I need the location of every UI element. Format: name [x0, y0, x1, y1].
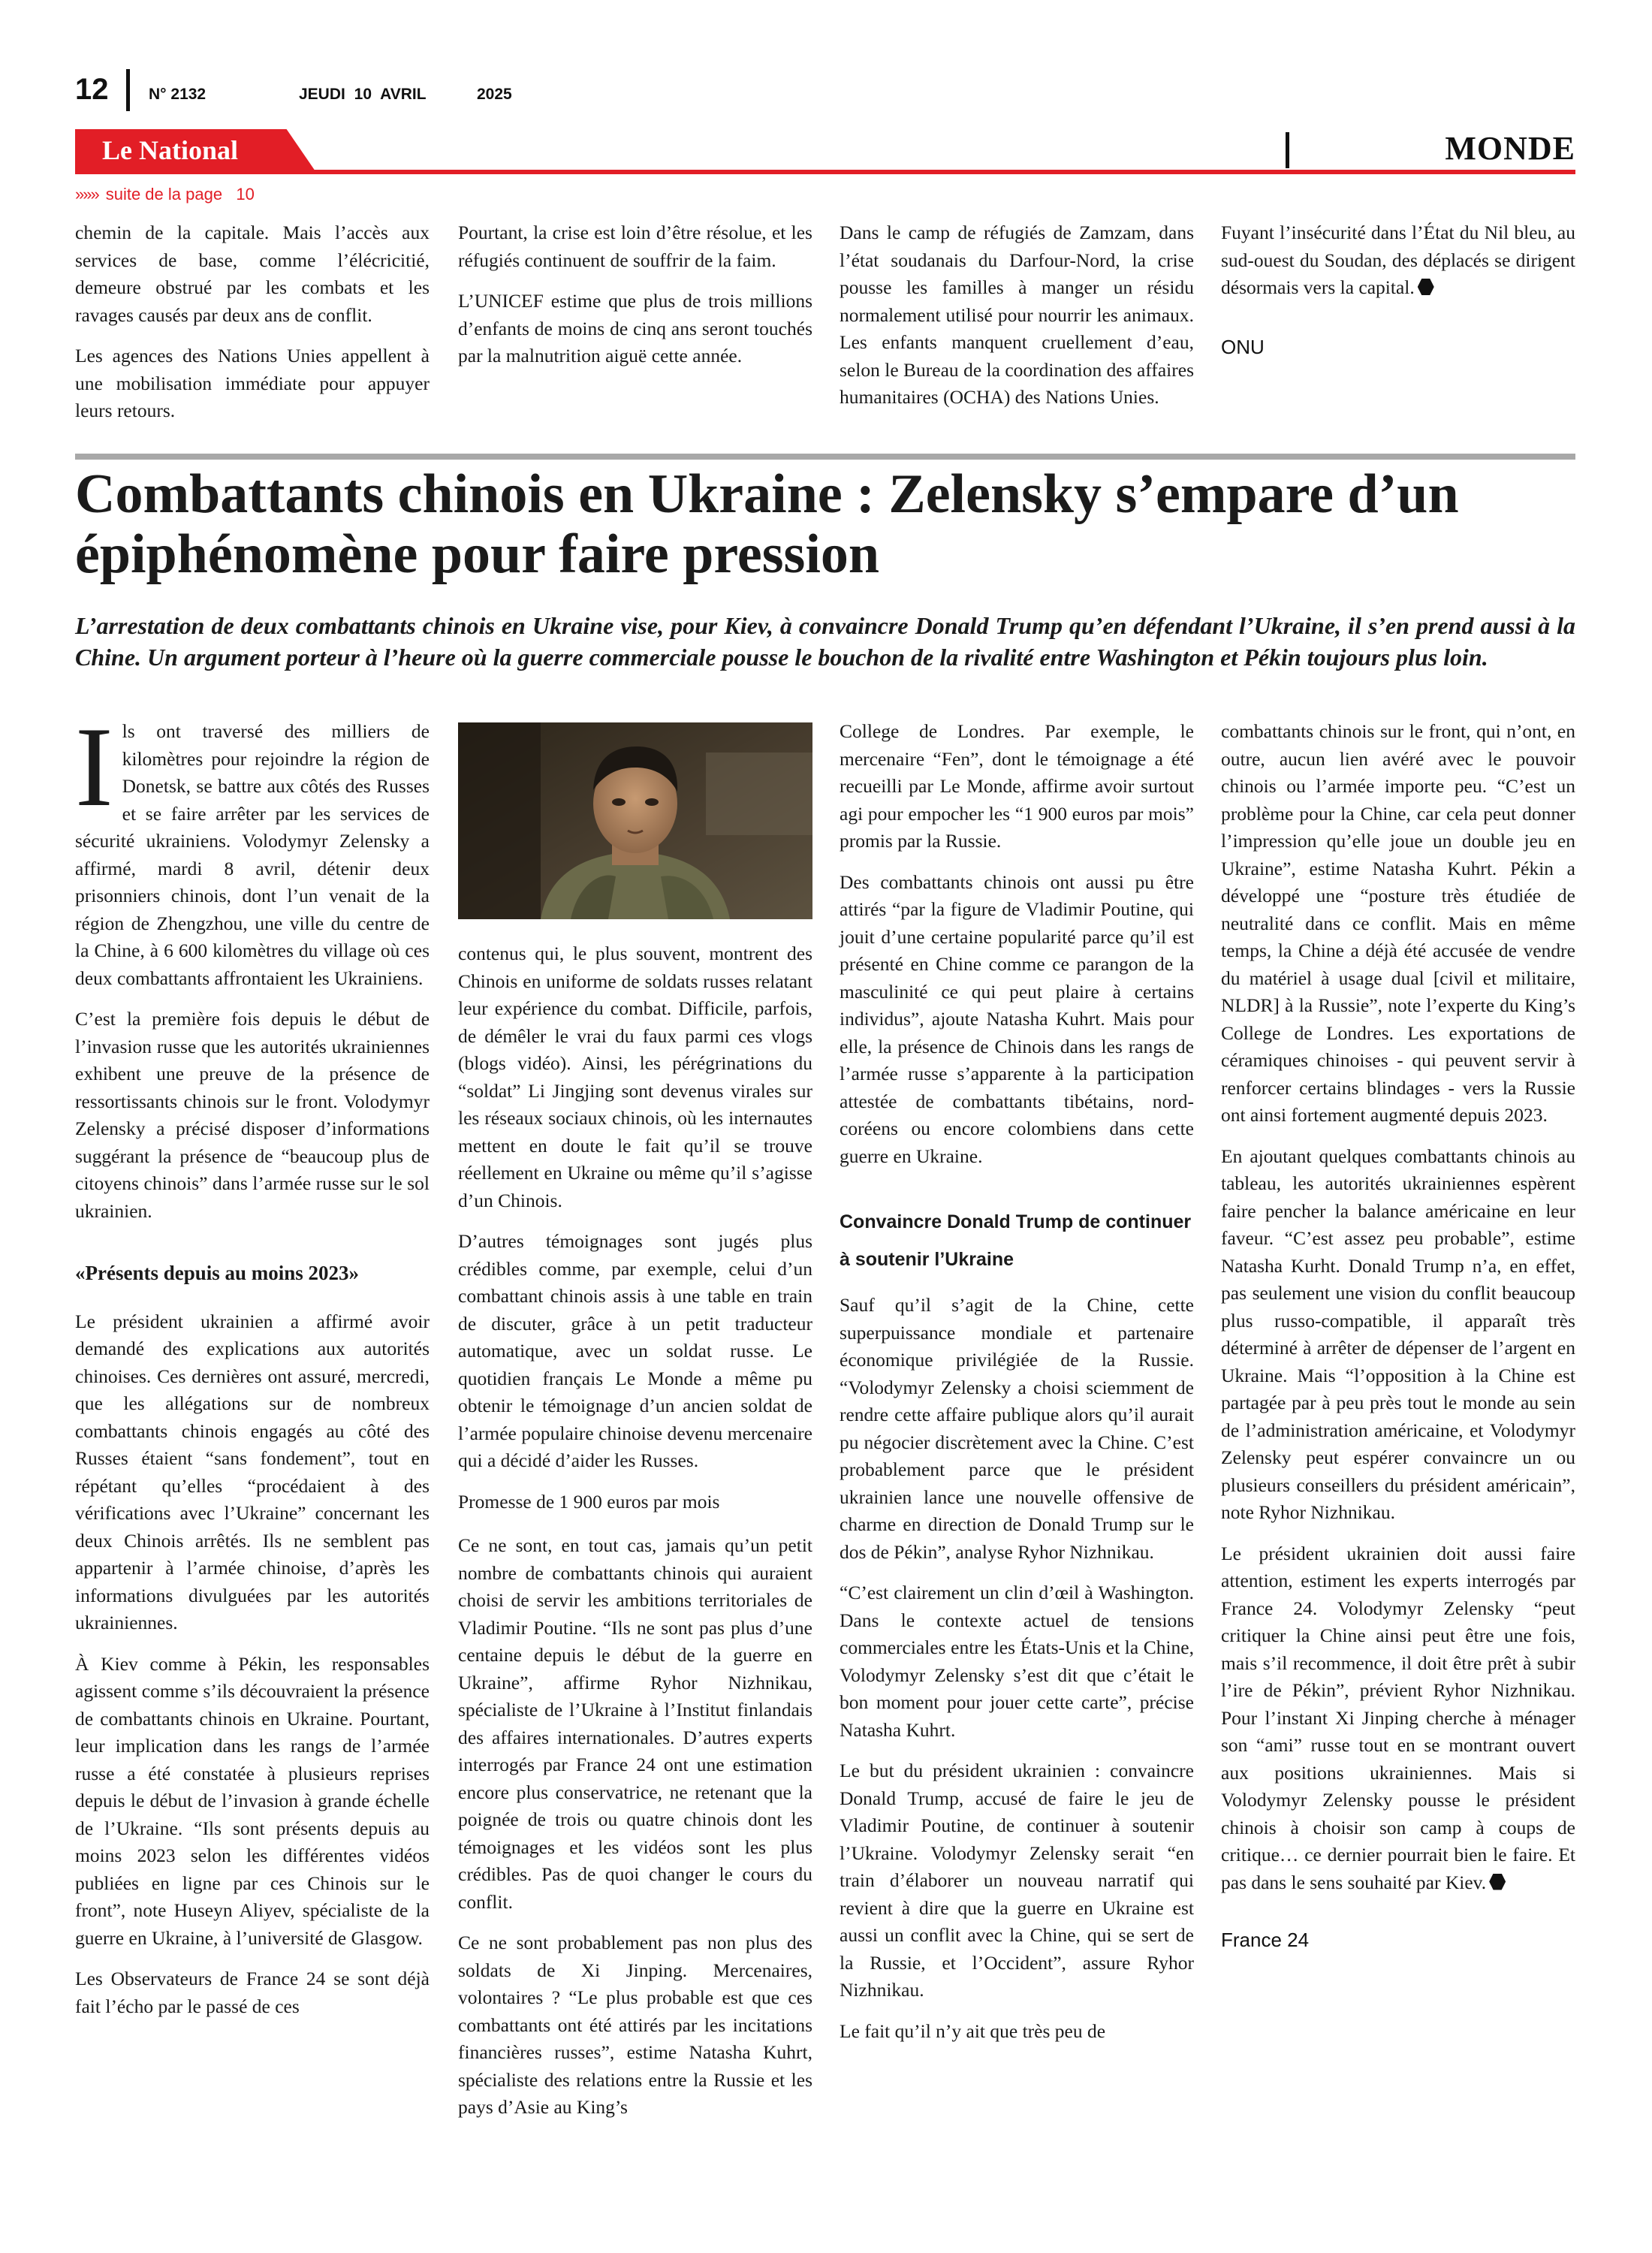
- paragraph: Ce ne sont, en tout cas, jamais qu’un petit nombre de combattants chinois qui auraient choisi de servir les ambitions territoriales de Vladimir Poutine. “Ils ne sont pas plus d’une centaine depuis le début de la guerre en Ukraine”, affirme Ryhor Nizhnikau, spécialiste de l’Ukraine à l’Institut finlandais des affaires internationales. D’autres experts interrogés par France 24 ont une estimation encore plus conservatrice, ne retenant que la poignée de trois ou quatre chinois dont les témoignages et les vidéos sont les plus crédibles. Pas de quoi changer le cours du conflit.: [458, 1534, 812, 1913]
- article-credit: ONU: [1221, 335, 1265, 358]
- brand-name: Le National: [102, 135, 239, 165]
- section-divider: [1286, 132, 1289, 168]
- paragraph: Le président ukrainien a affirmé avoir demandé des explications aux autorités chinoises. Ces dernières ont assuré, mercredi, que les allégations sur de nombreux combattants chinois engagés au côté des Russes étaient “sans fondement”, tout en répétant qu’elles “procédaient à des vérifications avec l’Ukraine” concernant les deux Chinois arrêtés. Ils ne semblent pas appartenir à l’armée chinoise, d’après les informations divulguées par les autorités ukrainiennes.: [75, 1310, 430, 1633]
- section-title: MONDE: [1445, 130, 1575, 167]
- article-column-1: [75, 704, 430, 2034]
- top-column-3: [840, 219, 1194, 425]
- continued-arrows: »»»: [75, 185, 98, 204]
- article-column-3: [840, 718, 1194, 2058]
- portrait-photo-icon: [458, 722, 812, 919]
- article-column-2: [458, 940, 812, 2135]
- section-subheading: «Présents depuis au moins 2023»: [75, 1262, 360, 1284]
- paragraph: Les agences des Nations Unies appellent à une mobilisation immédiate pour appuyer leurs retours.: [75, 345, 430, 421]
- header-divider: [126, 69, 130, 111]
- top-column-1: [75, 219, 430, 439]
- top-column-4: [1221, 219, 1575, 374]
- paragraph: [1221, 1540, 1575, 1897]
- paragraph: À Kiev comme à Pékin, les responsables agissent comme s’ils découvraient la présence de combattants chinois en Ukraine. Pourtant, leur implication dans les rangs de l’armée russe a été constatée à plusieurs reprises depuis le début de l’invasion à grande échelle de l’Ukraine. “Ils sont présents depuis au moins 2023 selon les différentes vidéos publiées en ligne par ces Chinois sur le front”, note Huseyn Aliyev, spécialiste de la guerre en Ukraine, à l’université de Glasgow.: [75, 1652, 430, 1949]
- paragraph: contenus qui, le plus souvent, montrent des Chinois en uniforme de soldats russes relatant leur expérience du combat. Difficile, parfois, de démêler le vrai du faux parmi ces vlogs (blogs vidéo). Ainsi, les pérégrinations du “soldat” Li Jingjing sont devenus virales sur les réseaux sociaux chinois, où les internautes mettent en doute le fait qu’il se trouve réellement en Ukraine ou même qu’il s’agisse d’un Chinois.: [458, 943, 812, 1211]
- issue-year: 2025: [477, 86, 512, 103]
- paragraph: Ce ne sont probablement pas non plus des soldats de Xi Jinping. Mercenaires, volontaires ? “Le plus probable est que ces combattants ont été attirés par les incitations financières russes”, estime Natasha Kuhrt, spécialiste des relations entre la Russie et les pays d’Asie au King’s: [458, 1932, 812, 2118]
- paragraph: [1221, 219, 1575, 302]
- continued-from[interactable]: [75, 185, 255, 204]
- paragraph-text: ls ont traversé des milliers de kilomètres pour rejoindre la région de Donetsk, se battre aux côtés des Russes et se faire arrêter par les services de sécurité ukrainiens. Volodymyr Zelensky a affirmé, mardi 8 avril, détenir deux prisonniers chinois, dont l’un venait de la région de Zhengzhou, une ville du centre de la Chine, à 6 600 kilomètres du village où ces deux combattants affrontaient les Ukrainiens.: [75, 720, 430, 989]
- inline-subheading: Promesse de 1 900 euros par mois: [458, 1490, 720, 1513]
- article-credit: France 24: [1221, 1929, 1310, 1951]
- paragraph: Le fait qu’il n’y ait que très peu de: [840, 2019, 1106, 2042]
- top-column-2: [458, 219, 812, 384]
- end-mark-icon: [1489, 1874, 1506, 1890]
- continued-label: suite de la page: [105, 185, 223, 204]
- paragraph: “C’est clairement un clin d’œil à Washington. Dans le contexte actuel de tensions commerciales entre les États-Unis et la Chine, Volodymyr Zelensky s’est dit que c’était le bon moment pour jouer cette carte”, précise Natasha Kuhrt.: [840, 1582, 1194, 1741]
- section-subheading: Convaincre Donald Trump de continuer à soutenir l’Ukraine: [840, 1211, 1192, 1270]
- paragraph: [75, 704, 430, 992]
- paragraph: Des combattants chinois ont aussi pu être attirés “par la figure de Vladimir Poutine, qui jouit d’une certaine popularité parce qu’il est présenté en Chine comme ce parangon de la masculinité ce qui peut plaire à certains individus”, ajoute Natasha Kuhrt. Mais pour elle, la présence de Chinois dans les rangs de l’armée russe s’apparente à la participation attestée de combattants tibétains, nord-coréens ou encore colombiens dans cette guerre en Ukraine.: [840, 870, 1194, 1167]
- article-separator: [75, 454, 1575, 460]
- paragraph: Le but du président ukrainien : convaincre Donald Trump, accusé de faire le jeu de Vladimir Poutine, de continuer à soutenir l’Ukraine. Volodymyr Zelensky serait “en train d’élaborer un nouveau narratif qui revient à dire que la guerre en Ukraine est aussi un conflit avec la Chine, qui se sert de la Russie, et l’Occident”, assure Ryhor Nizhnikau.: [840, 1760, 1194, 2001]
- paragraph: En ajoutant quelques combattants chinois au tableau, les autorités ukrainiennes espèrent faire pencher la balance américaine en leur faveur. “C’est assez peu probable”, estime Natasha Kurht. Donald Trump n’a, en effet, pas seulement une vision du conflit beaucoup plus russo-compatible, il apparaît très déterminé à arrêter de dépenser de l’argent en Ukraine. Mais “l’opposition à la Chine est partagée par à peu près tout le monde au sein de l’administration américaine, et Volodymyr Zelensky peut espérer convaincre un ou plusieurs conseillers du président américain”, note Ryhor Nizhnikau.: [1221, 1145, 1575, 1523]
- issue-number: N° 2132: [149, 86, 206, 103]
- paragraph: C’est la première fois depuis le début de l’invasion russe que les autorités ukrainiennes exhibent une preuve de la présence de ressortissants chinois sur le front. Volodymyr Zelensky a précisé disposer d’informations suggérant la présence de “beaucoup plus de citoyens chinois” dans l’armée russe sur le sol ukrainien.: [75, 1008, 430, 1222]
- issue-date: JEUDI 10 AVRIL: [299, 86, 427, 103]
- drop-cap: I: [75, 704, 113, 830]
- paragraph: L’UNICEF estime que plus de trois millions d’enfants de moins de cinq ans seront touchés par la malnutrition aiguë cette année.: [458, 290, 812, 366]
- paragraph: [458, 1488, 812, 1516]
- end-mark-icon: [1418, 279, 1434, 295]
- article-lead: L’arrestation de deux combattants chinois en Ukraine vise, pour Kiev, à convaincre Donald Trump qu’en défendant l’Ukraine, il s’en prend aussi à la Chine. Un argument porteur à l’heure où la guerre commerciale pousse le bouchon de la rivalité entre Washington et Pékin toujours plus loin.: [75, 612, 1575, 671]
- article-headline: Combattants chinois en Ukraine : Zelensky s’empare d’un épiphénomène pour faire pression: [75, 463, 1459, 585]
- paragraph: Pourtant, la crise est loin d’être résolue, et les réfugiés continuent de souffrir de la faim.: [458, 222, 812, 271]
- paragraph-text: Fuyant l’insécurité dans l’État du Nil bleu, au sud-ouest du Soudan, des déplacés se dirigent désormais vers la capital.: [1221, 222, 1575, 298]
- paragraph-text: Le président ukrainien doit aussi faire attention, estiment les experts interrogés par France 24. Volodymyr Zelensky “peut critiquer la Chine ainsi peut être une fois, mais s’il recommence, il doit être prêt à subir l’ire de Pékin”, prévient Ryhor Nizhnikau. Pour l’instant Xi Jinping cherche à ménager son “ami” russe tout en se montrant ouvert aux positions ukrainiennes. Mais si Volodymyr Zelensky pousse le président chinois à choisir son camp à coups de critique… ce dernier pourrait bien le faire. Et pas dans le sens souhaité par Kiev.: [1221, 1542, 1575, 1893]
- paragraph: D’autres témoignages sont jugés plus crédibles comme, par exemple, celui d’un combattant chinois assis à une table en train de discuter, grâce à un petit traducteur automatique, avec un soldat russe. Le quotidien français Le Monde a même pu obtenir le témoignage d’un ancien soldat de l’armée populaire chinoise devenu mercenaire qui a décidé d’aider les Russes.: [458, 1230, 812, 1471]
- paragraph: Les Observateurs de France 24 se sont déjà fait l’écho par le passé de ces: [75, 1968, 430, 2017]
- paragraph: combattants chinois sur le front, qui n’ont, en outre, aucun lien avéré avec le pouvoir chinois ou l’armée importe peu. “C’est un problème pour la Chine, car cela peut donner l’impression qu’elle joue un double jeu en Ukraine”, estime Natasha Kuhrt. Pékin a développé une “posture très étudiée de neutralité dans ce conflit. Mais en même temps, la Chine a déjà été accusée de vendre du matériel à usage dual [civil et militaire, NLDR] à la Russie”, note l’experte du King’s College de Londres. Les exportations de céramiques chinoises - qui peuvent servir à renforcer certains blindages - vers la Russie ont ainsi fortement augmenté depuis 2023.: [1221, 720, 1575, 1126]
- article-photo: [458, 722, 812, 919]
- article-column-4: [1221, 718, 1575, 1968]
- paragraph: Dans le camp de réfugiés de Zamzam, dans l’état soudanais du Darfour-Nord, la crise pousse les familles à manger un résidu normalement utilisé pour nourrir les animaux. Les enfants manquent cruellement d’eau, selon le Bureau de la coordination des affaires humanitaires (OCHA) des Nations Unies.: [840, 222, 1194, 408]
- paragraph: Sauf qu’il s’agit de la Chine, cette superpuissance mondiale et partenaire économique privilégiée de la Russie. “Volodymyr Zelensky a choisi sciemment de rendre cette affaire publique alors qu’il aurait pu négocier discrètement avec la Chine. C’est probablement parce que le président ukrainien lance une nouvelle offensive de charme en direction de Donald Trump sur le dos de Pékin”, analyse Ryhor Nizhnikau.: [840, 1294, 1194, 1563]
- paragraph: chemin de la capitale. Mais l’accès aux services de base, comme l’élécricitié, demeure obstrué par les combats et les ravages causés par deux ans de conflit.: [75, 222, 430, 326]
- paragraph: College de Londres. Par exemple, le mercenaire “Fen”, dont le témoignage a été recueilli par Le Monde, affirme avoir surtout agi pour empocher les “1 900 euros par mois” promis par la Russie.: [840, 720, 1194, 852]
- continued-page: 10: [236, 185, 255, 204]
- page-number: 12: [75, 73, 109, 106]
